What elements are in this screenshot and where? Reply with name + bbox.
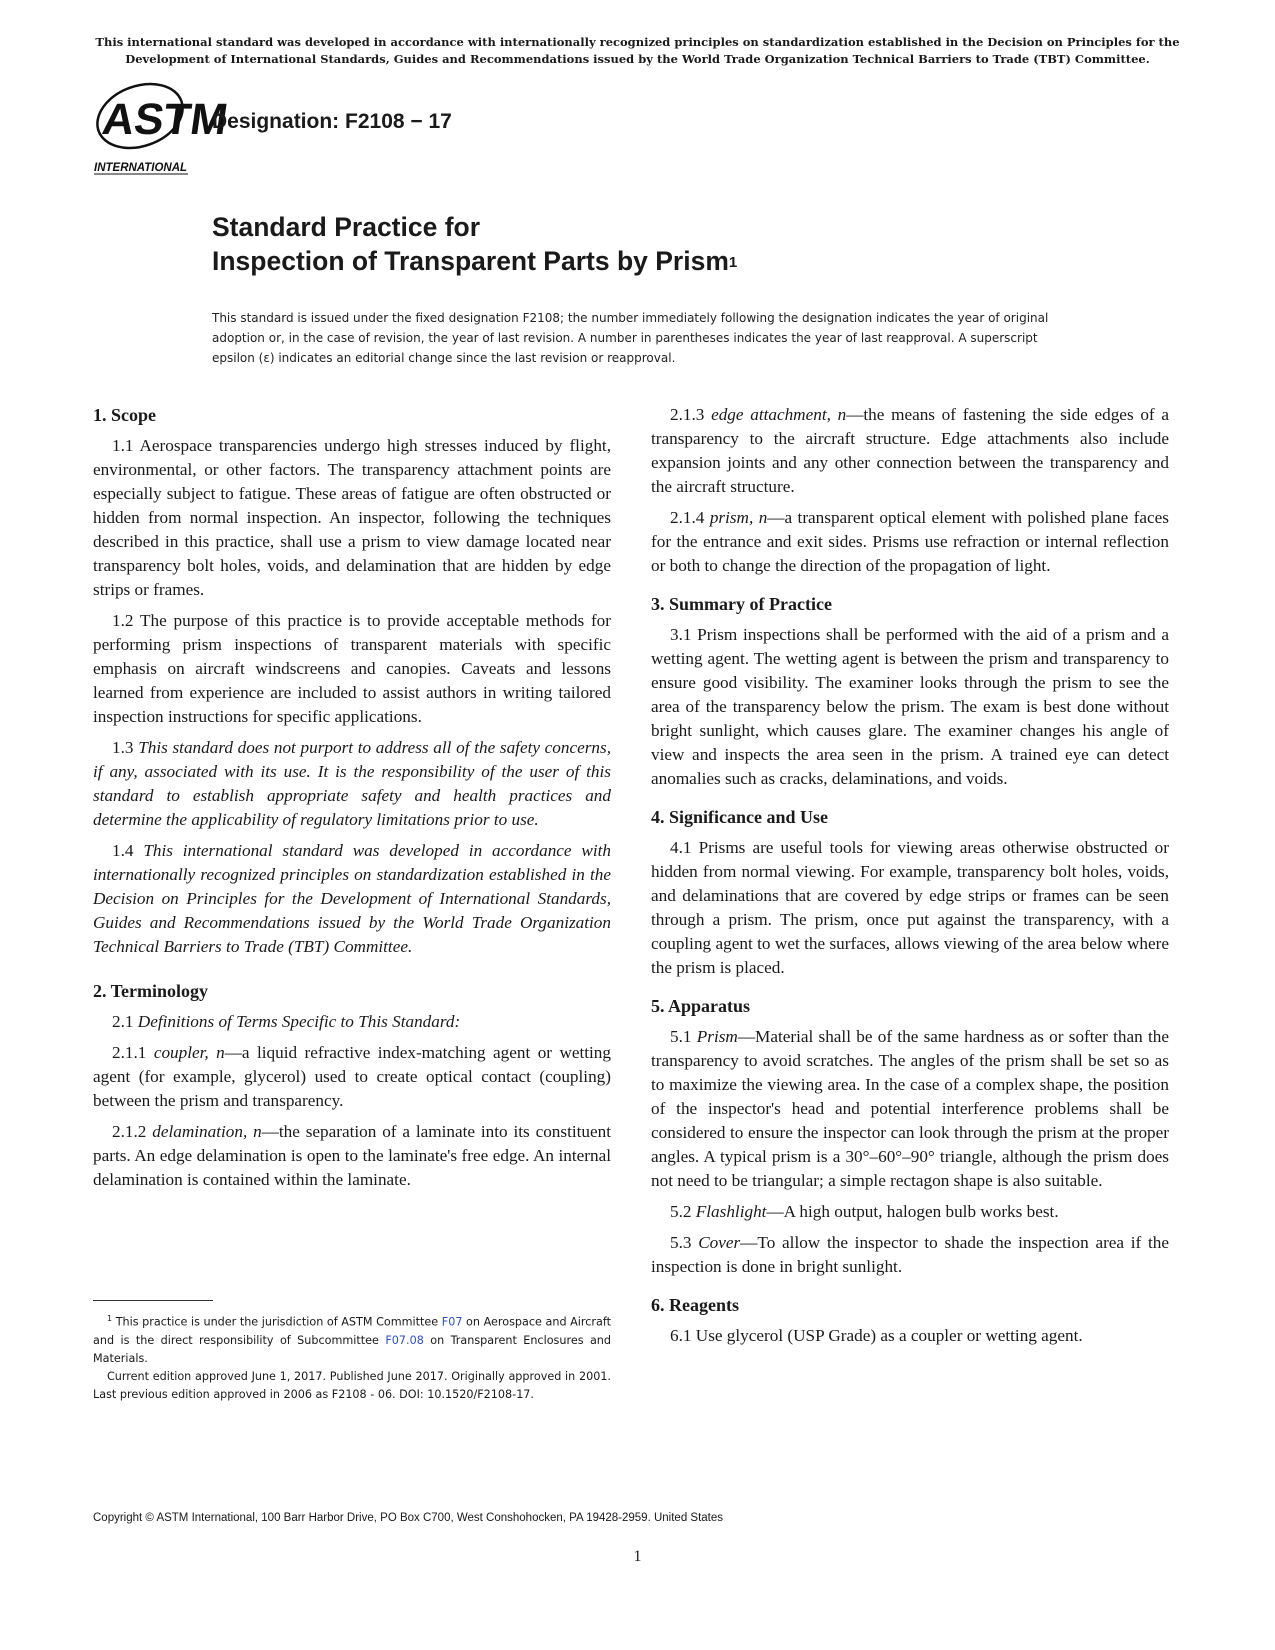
international-standard-notice — [80, 34, 1195, 68]
footnote-2: Current edition approved June 1, 2017. Published June 2017. Originally approved in 2001. Last previous edition approved in 2006 as F2108 - 06. DOI: 10.1520/F2108-17. — [93, 1369, 611, 1401]
paragraph-3-1: 3.1 Prism inspections shall be performed with the aid of a prism and a wetting agent. The wetting agent is between the prism and transparency to ensure good visibility. The examiner looks through the prism to see the area of the transparency below the prism. The exam is best done without bright sunlight, which causes glare. The examiner changes his angle of view and inspects the area seen in the prism. A trained eye can detect anomalies such as cracks, delaminations, and voids. — [651, 625, 1169, 788]
section-4-heading: 4. Significance and Use — [651, 807, 829, 827]
committee-link[interactable]: F07 — [441, 1315, 463, 1329]
right-column — [651, 403, 1169, 1355]
paragraph-6-1: 6.1 Use glycerol (USP Grade) as a coupler or wetting agent. — [670, 1326, 1083, 1345]
section-1-heading: 1. Scope — [93, 405, 156, 425]
paragraph-2-1-3: 2.1.3 edge attachment, n—the means of fastening the side edges of a transparency to the aircraft structure. Edge attachments also include expansion joints and any other connection between the transparency and the aircraft structure. — [651, 405, 1169, 496]
paragraph-5-3: 5.3 Cover—To allow the inspector to shade the inspection area if the inspection is done in bright sunlight. — [651, 1233, 1169, 1276]
footnote-1: $^1$ This practice is under the jurisdiction of ASTM Committee F07 on Aerospace and Aircraft and is the direct responsibility of Subcommittee F07.08 on Transparent Enclosures and Materials. — [93, 1314, 612, 1365]
title-footnote-mark[interactable]: 1 — [728, 254, 738, 271]
section-3-heading: 3. Summary of Practice — [651, 594, 832, 614]
paragraph-2-1-1: 2.1.1 coupler, n—a liquid refractive index-matching agent or wetting agent (for example, glycerol) used to create optical contact (coupling) between the prism and transparency. — [93, 1043, 611, 1110]
notice-line-2: Development of International Standards, Guides and Recommendations issued by the World Trade Organization Technical Barriers to Trade (TBT) Committee. — [125, 52, 1150, 66]
paragraph-1-1: 1.1 Aerospace transparencies undergo high stresses induced by flight, environmental, or other factors. The transparency attachment points are especially subject to fatigue. These areas of fatigue are often obstructed or hidden from normal inspection. An inspector, following the techniques described in this practice, shall use a prism to view damage located near transparency bolt holes, voids, and delamination that are hidden by edge strips or frames. — [93, 436, 611, 599]
logo-international-text: INTERNATIONAL — [94, 162, 188, 174]
notice-line-1: This international standard was developed in accordance with internationally recognized principles on standardization established in the Decision on Principles for the — [95, 35, 1180, 49]
footnotes — [93, 1310, 611, 1404]
left-column — [93, 403, 611, 1199]
designation: Designation: F2108 − 17 — [212, 110, 452, 133]
paragraph-2-1-2: 2.1.2 delamination, n—the separation of a laminate into its constituent parts. An edge delamination is open to the laminate's free edge. An internal delamination is contained within the laminate. — [93, 1122, 611, 1189]
section-5-heading: 5. Apparatus — [651, 996, 751, 1016]
astm-logo — [92, 82, 231, 178]
subcommittee-link[interactable]: F07.08 — [385, 1333, 424, 1347]
paragraph-4-1: 4.1 Prisms are useful tools for viewing areas otherwise obstructed or hidden from normal viewing. For example, transparency bolt holes, voids, and delaminations that are covered by edge strips or frames can be seen through a prism. The prism, once put against the transparency, with a coupling agent to wet the surfaces, allows viewing of the area below where the prism is placed. — [651, 838, 1169, 977]
svg-text:ASTM: ASTM — [99, 95, 231, 144]
paragraph-2-1: 2.1 Definitions of Terms Specific to This Standard: — [112, 1012, 461, 1031]
title-line-1: Standard Practice for — [212, 212, 481, 242]
footnote-divider — [93, 1300, 213, 1301]
title-line-2: Inspection of Transparent Parts by Prism$^1$ — [212, 246, 738, 276]
paragraph-1-4: 1.4 This international standard was developed in accordance with internationally recognized principles on standardization established in the Decision on Principles for the Development of International Standards, Guides and Recommendations issued by the World Trade Organization Technical Barriers to Trade (TBT) Committee. — [93, 841, 611, 956]
copyright: Copyright © ASTM International, 100 Barr Harbor Drive, PO Box C700, West Conshohocken, PA 19428-2959. United States — [93, 1512, 724, 1524]
astm-logo-mark — [92, 82, 231, 178]
paragraph-2-1-4: 2.1.4 prism, n—a transparent optical element with polished plane faces for the entrance and exit sides. Prisms use refraction or internal reflection or both to change the direction of the propagation of light. — [651, 508, 1169, 575]
paragraph-5-2: 5.2 Flashlight—A high output, halogen bulb works best. — [670, 1202, 1059, 1221]
section-2-heading: 2. Terminology — [93, 981, 209, 1001]
paragraph-1-2: 1.2 The purpose of this practice is to provide acceptable methods for performing prism inspections of transparent materials with specific emphasis on aircraft windscreens and canopies. Caveats and lessons learned from experience are included to assist authors in writing tailored inspection instructions for specific applications. — [93, 611, 611, 726]
section-6-heading: 6. Reagents — [651, 1295, 739, 1315]
paragraph-1-3: 1.3 This standard does not purport to address all of the safety concerns, if any, associated with its use. It is the responsibility of the user of this standard to establish appropriate safety and health practices and determine the applicability of regulatory limitations prior to use. — [93, 738, 612, 829]
issue-note: This standard is issued under the fixed designation F2108; the number immediately following the designation indicates the year of original adoption or, in the case of revision, the year of last revision. A number in parentheses indicates the year of last reapproval. A superscript epsilon (ε) indicates an editorial change since the last revision or reapproval. — [212, 311, 1049, 365]
document-title — [212, 210, 737, 278]
page-number: 1 — [633, 1548, 642, 1565]
paragraph-5-1: 5.1 Prism—Material shall be of the same hardness as or softer than the transparency to avoid scratches. The angles of the prism shall be set so as to maximize the viewing area. In the case of a complex shape, the position of the inspector's head and potential interference problems shall be considered to ensure the inspector can look through the prism at the proper angles. A typical prism is a 30°–60°–90° triangle, although the prism does not need to be triangular; a simple rectagon shape is also suitable. — [651, 1027, 1170, 1190]
